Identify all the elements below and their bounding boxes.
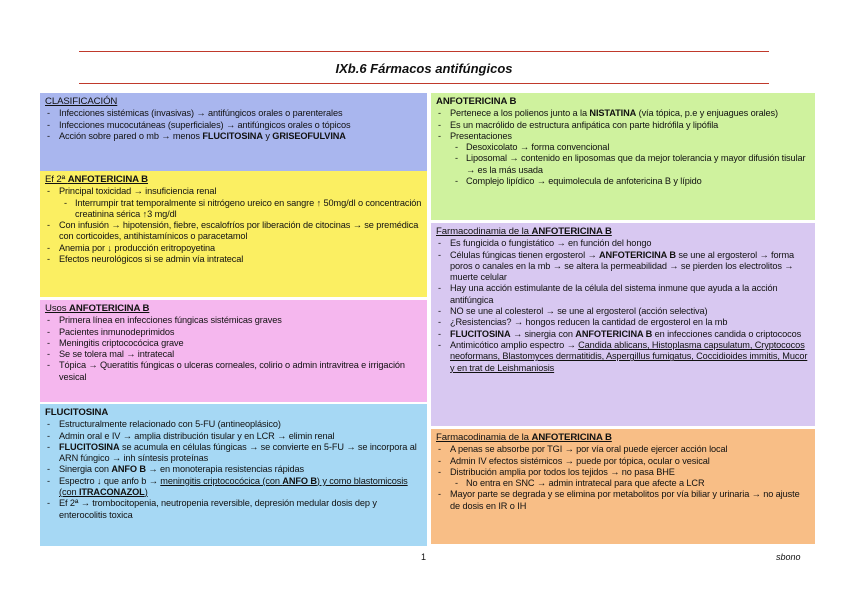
list-item: - Infecciones mucocutáneas (superficiales) → antifúngicos orales o tópicos bbox=[45, 120, 422, 131]
list-item: - Distribución amplia por todos los tejidos → no pasa BHE bbox=[436, 467, 810, 478]
list-item: - Estructuralmente relacionado con 5-FU (antineoplásico) bbox=[45, 419, 422, 430]
list-item: - Efectos neurológicos si se admin vía intratecal bbox=[45, 254, 422, 265]
list-item: - FLUCITOSINA → sinergia con ANFOTERICINA B en infecciones candida o criptococos bbox=[436, 329, 810, 340]
flucitosina-list bbox=[45, 419, 422, 521]
list-item: - Espectro ↓ que anfo b → meningitis criptococócica (con ANFO B) y como blastomicosis (con ITRACONAZOL) bbox=[45, 476, 422, 499]
efectos-secundarios-box bbox=[40, 171, 427, 297]
usos-box bbox=[40, 300, 427, 402]
list-item: - Se se tolera mal → intratecal bbox=[45, 349, 422, 360]
list-item: - Admin IV efectos sistémicos → puede por tópica, ocular o vesical bbox=[436, 456, 810, 467]
list-item: - Complejo lipídico → equimolecula de anfotericina B y lípido bbox=[436, 176, 810, 187]
usos-heading: Usos ANFOTERICINA B bbox=[45, 303, 150, 314]
list-item: - Infecciones sistémicas (invasivas) → antifúngicos orales o parenterales bbox=[45, 108, 422, 119]
page-title: IXb.6 Fármacos antifúngicos bbox=[335, 61, 513, 76]
list-item: - Hay una acción estimulante de la célula del sistema inmune que ayuda a la acción antifúngica bbox=[436, 283, 810, 306]
list-item: - A penas se absorbe por TGI → por vía oral puede ejercer acción local bbox=[436, 444, 810, 455]
farmacocinetica-box bbox=[431, 429, 815, 544]
bottom-rule bbox=[79, 83, 769, 84]
list-item: - NO se une al colesterol → se une al ergosterol (acción selectiva) bbox=[436, 306, 810, 317]
farmacodinamia-box bbox=[431, 223, 815, 426]
list-item: - ¿Resistencias? → hongos reducen la cantidad de ergosterol en la mb bbox=[436, 317, 810, 328]
anfotericina-heading: ANFOTERICINA B bbox=[436, 96, 517, 107]
list-item: - Células fúngicas tienen ergosterol → ANFOTERICINA B se une al ergosterol → forma poros o canales en la mb → se altera la permeabilidad → se pierden los electrolitos → muerte celular bbox=[436, 250, 810, 284]
clasificacion-list bbox=[45, 108, 422, 142]
farmacodinamia-heading: Farmacodinamia de la ANFOTERICINA B bbox=[436, 226, 612, 237]
list-item: - Sinergia con ANFO B → en monoterapia resistencias rápidas bbox=[45, 464, 422, 475]
anfotericina-box bbox=[431, 93, 815, 220]
top-rule bbox=[79, 51, 769, 52]
list-item: - No entra en SNC → admin intratecal para que afecte a LCR bbox=[436, 478, 810, 489]
list-item: - Liposomal → contenido en liposomas que da mejor tolerancia y mayor difusión tisular → es la más usada bbox=[436, 153, 810, 176]
list-item: - Acción sobre pared o mb → menos FLUCITOSINA y GRISEOFULVINA bbox=[45, 131, 422, 142]
flucitosina-heading: FLUCITOSINA bbox=[45, 407, 109, 418]
efectos-list bbox=[45, 186, 422, 265]
farmacocinetica-list bbox=[436, 444, 810, 512]
list-item: - Es un macrólido de estructura anfipática con parte hidrófila y lipófila bbox=[436, 120, 810, 131]
list-item: - Tópica → Queratitis fúngicas o ulceras corneales, colirio o admin intravitrea e irrigación vesical bbox=[45, 360, 422, 383]
usos-list bbox=[45, 315, 422, 383]
list-item: - Ef 2ª → trombocitopenia, neutropenia reversible, depresión medular dosis dep y enterocolitis toxica bbox=[45, 498, 422, 521]
list-item: - Meningitis criptococócica grave bbox=[45, 338, 422, 349]
list-item: - Pacientes inmunodeprimidos bbox=[45, 327, 422, 338]
list-item: - Desoxicolato → forma convencional bbox=[436, 142, 810, 153]
clasificacion-heading: CLASIFICACIÓN bbox=[45, 96, 118, 107]
efectos-heading: Ef 2ª ANFOTERICINA B bbox=[45, 174, 149, 185]
author-signature: sbono bbox=[776, 552, 801, 562]
list-item: - Primera línea en infecciones fúngicas sistémicas graves bbox=[45, 315, 422, 326]
list-item: - Anemia por ↓ producción eritropoyetina bbox=[45, 243, 422, 254]
farmacodinamia-list bbox=[436, 238, 810, 374]
flucitosina-box bbox=[40, 404, 427, 546]
list-item: - Es fungicida o fungistático → en función del hongo bbox=[436, 238, 810, 249]
list-item: - Antimicótico amplio espectro → Candida ablicans, Histoplasma capsulatum, Cryptococos neoformans, Blastomyces dermatitidis, Aspergillus fumigatus, Coccidioides immitis, Mucor y en trat de Leishmaniosis bbox=[436, 340, 810, 374]
list-item: - Interrumpir trat temporalmente si nitrógeno ureico en sangre ↑ 50mg/dl o concentración creatinina sérica ↑3 mg/dl bbox=[45, 198, 422, 221]
page-number: 1 bbox=[421, 552, 427, 562]
list-item: - Con infusión → hipotensión, fiebre, escalofríos por liberación de citocinas → se premédica con corticoides, antihistamínicos o paracetamol bbox=[45, 220, 422, 243]
list-item: - FLUCITOSINA se acumula en células fúngicas → se convierte en 5-FU → se incorpora al ARN fúngico → inh síntesis proteínas bbox=[45, 442, 422, 465]
list-item: - Admin oral e IV → amplia distribución tisular y en LCR → elimin renal bbox=[45, 431, 422, 442]
farmacocinetica-heading: Farmacodinamia de la ANFOTERICINA B bbox=[436, 432, 612, 443]
list-item: - Pertenece a los polienos junto a la NISTATINA (vía tópica, p.e y enjuagues orales) bbox=[436, 108, 810, 119]
list-item: - Principal toxicidad → insuficiencia renal bbox=[45, 186, 422, 197]
clasificacion-box bbox=[40, 93, 427, 171]
list-item: - Mayor parte se degrada y se elimina por metabolitos por vía biliar y urinaria → no ajuste de dosis en IR o IH bbox=[436, 489, 810, 512]
list-item: - Presentaciones bbox=[436, 131, 810, 142]
anfotericina-list bbox=[436, 108, 810, 187]
